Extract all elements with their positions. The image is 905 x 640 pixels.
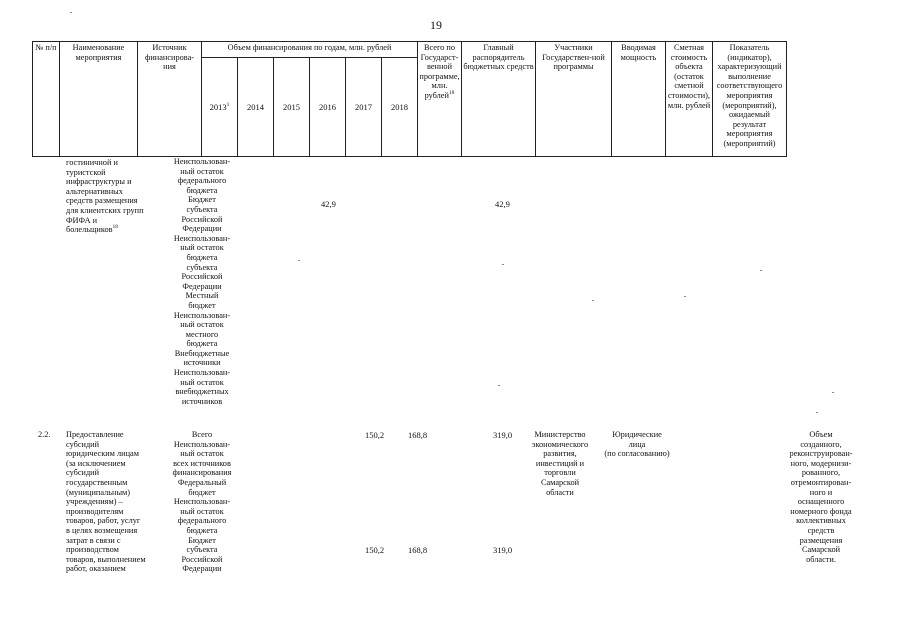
row-22-subj-2017: 168,8 xyxy=(408,545,428,555)
row-22-subj-2016: 150,2 xyxy=(365,545,385,555)
row-22-indicator-cell xyxy=(782,430,860,564)
row-22-participant-line: лица xyxy=(628,439,646,449)
row-22-indicator-line: созданного, xyxy=(800,439,842,449)
scan-speck xyxy=(684,296,686,297)
cont-source-line: Неиспользован- xyxy=(173,368,231,378)
cont-name-line: туристской xyxy=(66,167,106,177)
row-22-name-line: товаров, работ, услуг xyxy=(66,516,141,526)
cont-source-line: субъекта xyxy=(186,204,218,214)
row-22-manager-line: области xyxy=(546,487,574,497)
cont-name-line: ФИФА и xyxy=(66,215,98,225)
row-22-manager-cell xyxy=(521,430,599,497)
scan-speck xyxy=(70,12,72,13)
cont-source-line: Местный xyxy=(185,291,219,301)
header-year-2018: 2018 xyxy=(382,58,418,157)
cont-source-line: федерального xyxy=(177,176,227,186)
cont-source-line: Неиспользован- xyxy=(173,233,231,243)
row-22-source-cell xyxy=(166,430,238,574)
cont-source-line: ный остаток xyxy=(180,377,224,387)
row-22-source-line: финансирования xyxy=(172,468,232,478)
scan-speck xyxy=(498,385,500,386)
row-22-indicator-line: коллективных xyxy=(796,516,846,526)
row-22-indicator-line: ного, модернизи- xyxy=(790,458,852,468)
scan-speck xyxy=(832,392,834,393)
row-22-indicator-line: отремонтирован- xyxy=(790,477,852,487)
scan-speck xyxy=(816,412,818,413)
page-number: 19 xyxy=(430,18,442,32)
row-22-source-line: Неиспользован- xyxy=(173,439,231,449)
cont-source-line: субъекта xyxy=(186,262,218,272)
header-year-2017: 2017 xyxy=(346,58,382,157)
row-22-indicator-line: Объем xyxy=(809,430,833,439)
header-main-manager: Главный распорядитель бюджетных средств xyxy=(462,42,536,157)
row-22-name-line: учреждениям) – xyxy=(66,497,123,507)
header-estimate: Сметная стоимость объекта (остаток сметной стоимости), млн. рублей xyxy=(666,42,713,157)
row-22-indicator-line: номерного фонда xyxy=(790,506,852,516)
row-22-source-line: Российской xyxy=(181,554,223,564)
row-22-name-line: в целях возмещения xyxy=(66,525,138,535)
header-funding-group: Объем финансирования по годам, млн. рублей xyxy=(202,42,418,58)
row-22-indicator-line: размещения xyxy=(799,535,843,545)
cont-source-line: ный остаток xyxy=(180,320,224,330)
cont-source-line: Федерации xyxy=(182,224,222,234)
header-num: № п/п xyxy=(33,42,60,157)
row-22-manager-line: инвестиций и xyxy=(535,458,585,468)
cont-name-line: для клиентских групп xyxy=(66,205,144,215)
row-22-indicator-line: Самарской xyxy=(801,545,841,555)
cont-source-line: Федерации xyxy=(182,281,222,291)
row-22-participant-cell xyxy=(598,430,676,459)
cont-source-line: бюджета xyxy=(186,339,218,349)
cont-source-line: источников xyxy=(181,396,223,406)
scan-speck xyxy=(760,270,762,271)
row-22-name-line: производством xyxy=(66,545,119,555)
row-22-manager-line: Самарской xyxy=(540,477,580,487)
cont-source-line: местного xyxy=(185,329,219,339)
row-22-name-line: (за исключением xyxy=(66,458,126,468)
row-22-manager-line: торговли xyxy=(544,468,576,478)
cont-source-line: ный остаток xyxy=(180,166,224,176)
cont-value-2015: 42,9 xyxy=(321,199,336,209)
header-capacity: Вводимая мощность xyxy=(612,42,666,157)
row-22-name-line: государственным xyxy=(66,477,128,487)
header-source: Источник финансирова-ния xyxy=(138,42,202,157)
cont-name-line: средств размещения xyxy=(66,196,138,206)
row-22-indicator-line: ного и xyxy=(809,487,833,497)
header-year-2013: 2013$^1$ xyxy=(202,58,238,157)
row-22-name-line: работ, оказанием xyxy=(66,564,126,574)
row-22-source-line: субъекта xyxy=(186,545,218,555)
cont-total-value: 42,9 xyxy=(495,199,510,209)
header-year-2016: 2016 xyxy=(310,58,346,157)
row-22-name-line: субсидий xyxy=(66,468,100,478)
row-22-participant-line: (по согласованию) xyxy=(604,449,670,459)
row-22-all-2016: 150,2 xyxy=(365,430,385,440)
cont-name-line: болельщиков$^{18}$ xyxy=(66,224,119,235)
cont-name-cell xyxy=(66,158,162,235)
cont-source-line: Неиспользован- xyxy=(173,310,231,320)
row-22-name-line: субсидий xyxy=(66,439,100,449)
header-name: Наименование мероприятия xyxy=(60,42,138,157)
cont-source-line: источники xyxy=(183,358,221,368)
cont-name-line: альтернативных xyxy=(66,186,123,196)
row-22-source-line: Всего xyxy=(191,430,213,439)
row-22-indicator-line: реконструирован- xyxy=(789,449,853,459)
row-22-source-line: бюджета xyxy=(186,525,218,535)
cont-source-line: бюджета xyxy=(186,252,218,262)
cont-name-line: инфраструктуры и xyxy=(66,177,132,187)
cont-source-line: внебюджетных xyxy=(175,387,229,397)
row-22-name-line: юридическим лицам xyxy=(66,449,139,459)
cont-source-line: ный остаток xyxy=(180,243,224,253)
header-indicator: Показатель (индикатор), характеризующий выполнение соответствующего мероприятия (мероприятий), ожидаемый результат мероприятия (мероприятий) xyxy=(713,42,787,157)
row-22-indicator-line: области. xyxy=(806,554,836,564)
row-22-name-line: Предоставление xyxy=(66,430,124,439)
cont-source-line: Российской xyxy=(181,214,223,224)
row-22-indicator-line: средств xyxy=(807,525,835,535)
row-22-indicator-line: оснащенного xyxy=(797,497,845,507)
row-22-all-2017: 168,8 xyxy=(408,430,428,440)
row-22-name-line: затрат в связи с xyxy=(66,535,121,545)
row-22-name-cell xyxy=(66,430,164,574)
row-22-manager-line: экономического xyxy=(531,439,589,449)
row-22-name-line: производителям xyxy=(66,506,124,516)
table-header xyxy=(32,41,787,157)
scan-speck xyxy=(298,260,300,261)
cont-source-line: Внебюджетные xyxy=(174,348,230,358)
scan-speck xyxy=(502,264,504,265)
cont-source-cell xyxy=(166,157,238,406)
row-22-indicator-line: рованного, xyxy=(801,468,841,478)
row-22-source-line: Неиспользован- xyxy=(173,497,231,507)
cont-source-line: бюджета xyxy=(186,185,218,195)
header-year-2015: 2015 xyxy=(274,58,310,157)
scan-speck xyxy=(592,300,594,301)
header-year-2014: 2014 xyxy=(238,58,274,157)
row-22-subj-total: 319,0 xyxy=(493,545,513,555)
cont-source-line: Неиспользован- xyxy=(173,157,231,166)
row-22-name-line: товаров, выполнением xyxy=(66,554,146,564)
row-22-num: 2.2. xyxy=(38,430,51,439)
row-22-all-total: 319,0 xyxy=(493,430,513,440)
row-22-source-line: федерального xyxy=(177,516,227,526)
row-22-source-line: Федерации xyxy=(182,564,222,574)
header-total: Всего по Государст-венной программе, млн. рублей$^{18}$ xyxy=(418,42,462,157)
row-22-source-line: бюджет xyxy=(188,487,216,497)
row-22-participant-line: Юридические xyxy=(612,430,662,439)
cont-source-line: Бюджет xyxy=(188,195,216,205)
cont-source-line: Российской xyxy=(181,272,223,282)
row-22-source-line: всех источников xyxy=(173,458,231,468)
header-participants: Участники Государствен-ной программы xyxy=(536,42,612,157)
row-22-manager-line: развития, xyxy=(543,449,577,459)
row-22-source-line: ный остаток xyxy=(180,506,224,516)
cont-name-line: гостиничной и xyxy=(66,158,118,167)
row-22-source-line: Бюджет xyxy=(188,535,216,545)
row-22-name-line: (муниципальным) xyxy=(66,487,131,497)
row-22-manager-line: Министерство xyxy=(534,430,586,439)
row-22-source-line: ный остаток xyxy=(180,449,224,459)
cont-source-line: бюджет xyxy=(188,300,216,310)
row-22-source-line: Федеральный xyxy=(177,477,227,487)
